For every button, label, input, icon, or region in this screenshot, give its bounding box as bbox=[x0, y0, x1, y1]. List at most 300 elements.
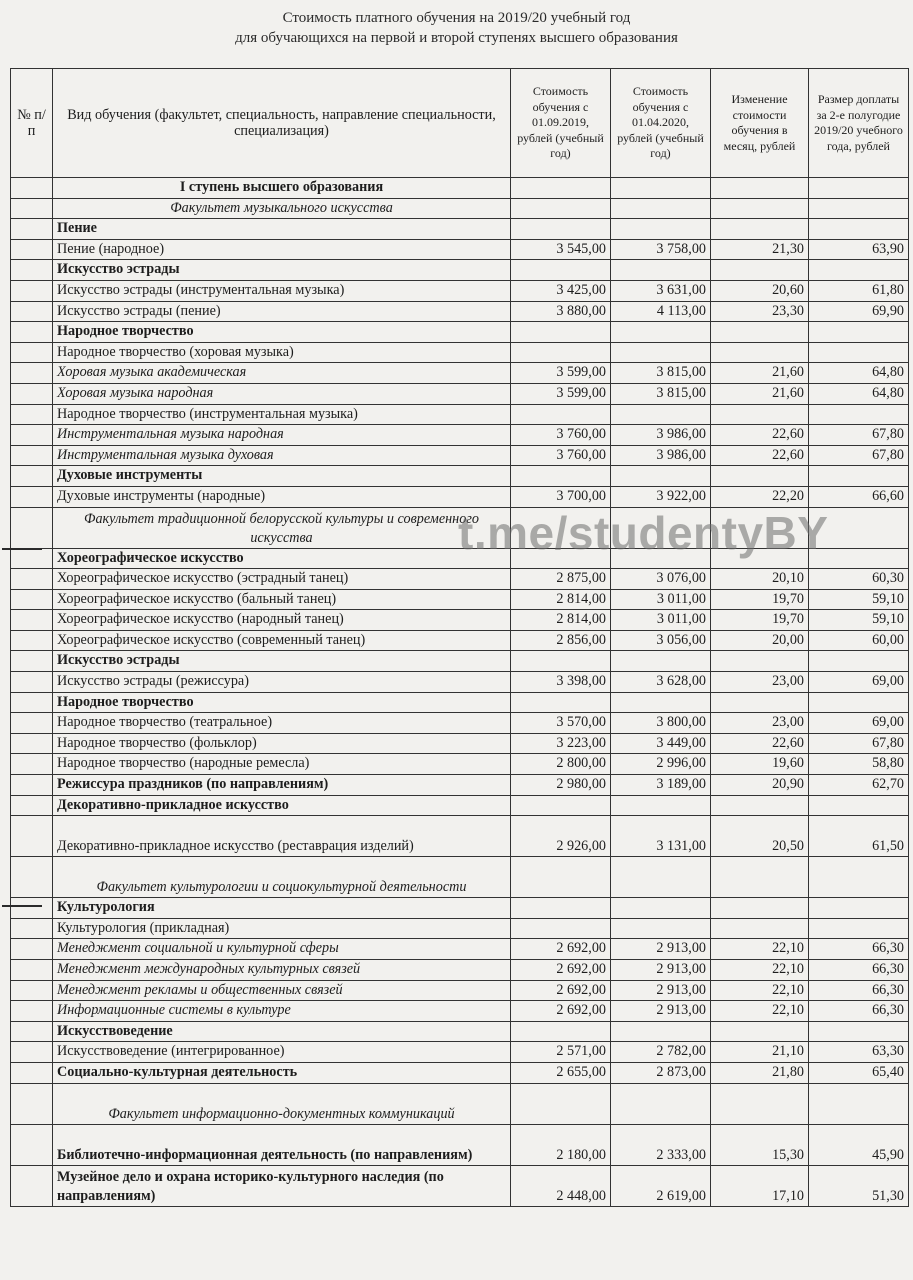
cost-2019-cell bbox=[511, 857, 611, 898]
cost-2020-cell: 2 782,00 bbox=[611, 1042, 711, 1063]
row-number-cell bbox=[11, 219, 53, 240]
row-number-cell bbox=[11, 548, 53, 569]
table-row bbox=[11, 918, 909, 939]
change-cell: 20,90 bbox=[711, 775, 809, 796]
row-number-cell bbox=[11, 918, 53, 939]
pen-mark bbox=[2, 905, 42, 907]
change-cell bbox=[711, 1083, 809, 1124]
row-name-cell: Библиотечно-информационная деятельность (по направлениям) bbox=[53, 1124, 511, 1165]
header-cost-2019: Стоимость обучения с 01.09.2019, рублей (учебный год) bbox=[511, 69, 611, 178]
cost-2019-cell bbox=[511, 1021, 611, 1042]
row-name-cell: Хореографическое искусство (эстрадный танец) bbox=[53, 569, 511, 590]
table-row bbox=[11, 1124, 909, 1165]
cost-2020-cell bbox=[611, 198, 711, 219]
row-number-cell bbox=[11, 939, 53, 960]
table-row bbox=[11, 383, 909, 404]
table-row bbox=[11, 342, 909, 363]
change-cell: 22,60 bbox=[711, 445, 809, 466]
row-number-cell bbox=[11, 1083, 53, 1124]
change-cell bbox=[711, 857, 809, 898]
row-number-cell bbox=[11, 692, 53, 713]
row-name-cell: Искусствоведение (интегрированное) bbox=[53, 1042, 511, 1063]
cost-2020-cell bbox=[611, 466, 711, 487]
cost-2019-cell: 2 875,00 bbox=[511, 569, 611, 590]
surcharge-cell: 69,00 bbox=[809, 672, 909, 693]
row-name-cell: Народное творчество (инструментальная музыка) bbox=[53, 404, 511, 425]
cost-2019-cell bbox=[511, 795, 611, 816]
change-cell: 17,10 bbox=[711, 1165, 809, 1206]
cost-2020-cell: 3 815,00 bbox=[611, 363, 711, 384]
surcharge-cell bbox=[809, 898, 909, 919]
surcharge-cell: 61,50 bbox=[809, 816, 909, 857]
row-number-cell bbox=[11, 342, 53, 363]
row-number-cell bbox=[11, 322, 53, 343]
cost-2019-cell bbox=[511, 466, 611, 487]
cost-2019-cell bbox=[511, 219, 611, 240]
change-cell bbox=[711, 178, 809, 199]
surcharge-cell: 51,30 bbox=[809, 1165, 909, 1206]
row-number-cell bbox=[11, 816, 53, 857]
surcharge-cell: 66,30 bbox=[809, 1001, 909, 1022]
cost-2020-cell: 2 619,00 bbox=[611, 1165, 711, 1206]
table-row bbox=[11, 425, 909, 446]
cost-2019-cell: 3 599,00 bbox=[511, 363, 611, 384]
change-cell bbox=[711, 466, 809, 487]
table-row bbox=[11, 363, 909, 384]
surcharge-cell bbox=[809, 918, 909, 939]
row-name-cell: Культурология bbox=[53, 898, 511, 919]
change-cell: 20,50 bbox=[711, 816, 809, 857]
surcharge-cell: 59,10 bbox=[809, 589, 909, 610]
title-line-1: Стоимость платного обучения на 2019/20 учебный год bbox=[282, 10, 631, 26]
cost-2020-cell bbox=[611, 322, 711, 343]
surcharge-cell: 63,90 bbox=[809, 239, 909, 260]
surcharge-cell bbox=[809, 404, 909, 425]
row-name-cell: Искусство эстрады (режиссура) bbox=[53, 672, 511, 693]
surcharge-cell: 63,30 bbox=[809, 1042, 909, 1063]
change-cell: 23,30 bbox=[711, 301, 809, 322]
cost-2020-cell: 3 011,00 bbox=[611, 589, 711, 610]
table-row bbox=[11, 569, 909, 590]
row-number-cell bbox=[11, 610, 53, 631]
table-row bbox=[11, 1021, 909, 1042]
cost-2020-cell: 3 922,00 bbox=[611, 486, 711, 507]
cost-2019-cell: 3 760,00 bbox=[511, 425, 611, 446]
change-cell bbox=[711, 918, 809, 939]
cost-2020-cell: 3 800,00 bbox=[611, 713, 711, 734]
row-name-cell: Народное творчество (народные ремесла) bbox=[53, 754, 511, 775]
surcharge-cell bbox=[809, 178, 909, 199]
surcharge-cell bbox=[809, 857, 909, 898]
cost-2020-cell bbox=[611, 651, 711, 672]
surcharge-cell: 66,60 bbox=[809, 486, 909, 507]
row-number-cell bbox=[11, 239, 53, 260]
row-name-cell: I ступень высшего образования bbox=[53, 178, 511, 199]
row-number-cell bbox=[11, 363, 53, 384]
table-row bbox=[11, 239, 909, 260]
surcharge-cell bbox=[809, 651, 909, 672]
cost-2019-cell bbox=[511, 1083, 611, 1124]
table-row bbox=[11, 733, 909, 754]
table-row bbox=[11, 672, 909, 693]
change-cell: 22,10 bbox=[711, 939, 809, 960]
row-number-cell bbox=[11, 404, 53, 425]
row-name-cell: Инструментальная музыка народная bbox=[53, 425, 511, 446]
cost-2019-cell: 2 448,00 bbox=[511, 1165, 611, 1206]
change-cell: 23,00 bbox=[711, 713, 809, 734]
table-row bbox=[11, 404, 909, 425]
cost-2020-cell: 3 056,00 bbox=[611, 630, 711, 651]
cost-2019-cell bbox=[511, 198, 611, 219]
row-name-cell: Инструментальная музыка духовая bbox=[53, 445, 511, 466]
cost-2019-cell bbox=[511, 178, 611, 199]
table-row bbox=[11, 980, 909, 1001]
cost-2020-cell: 2 873,00 bbox=[611, 1062, 711, 1083]
row-name-cell: Режиссура праздников (по направлениям) bbox=[53, 775, 511, 796]
cost-2019-cell: 2 655,00 bbox=[511, 1062, 611, 1083]
cost-2020-cell: 3 815,00 bbox=[611, 383, 711, 404]
row-name-cell: Хореографическое искусство (народный танец) bbox=[53, 610, 511, 631]
change-cell: 21,80 bbox=[711, 1062, 809, 1083]
cost-2020-cell bbox=[611, 918, 711, 939]
table-row bbox=[11, 198, 909, 219]
surcharge-cell: 66,30 bbox=[809, 960, 909, 981]
change-cell bbox=[711, 404, 809, 425]
cost-2020-cell bbox=[611, 898, 711, 919]
surcharge-cell: 67,80 bbox=[809, 425, 909, 446]
cost-2020-cell bbox=[611, 857, 711, 898]
table-row bbox=[11, 301, 909, 322]
row-name-cell: Искусство эстрады (пение) bbox=[53, 301, 511, 322]
cost-2019-cell: 3 880,00 bbox=[511, 301, 611, 322]
cost-2020-cell: 3 131,00 bbox=[611, 816, 711, 857]
row-number-cell bbox=[11, 425, 53, 446]
change-cell: 22,20 bbox=[711, 486, 809, 507]
surcharge-cell bbox=[809, 260, 909, 281]
cost-2019-cell: 2 692,00 bbox=[511, 1001, 611, 1022]
row-name-cell: Культурология (прикладная) bbox=[53, 918, 511, 939]
surcharge-cell: 64,80 bbox=[809, 383, 909, 404]
row-number-cell bbox=[11, 651, 53, 672]
cost-2020-cell bbox=[611, 219, 711, 240]
cost-2019-cell: 2 814,00 bbox=[511, 610, 611, 631]
cost-2020-cell: 3 449,00 bbox=[611, 733, 711, 754]
row-name-cell: Духовые инструменты (народные) bbox=[53, 486, 511, 507]
cost-2020-cell bbox=[611, 795, 711, 816]
row-name-cell: Хоровая музыка народная bbox=[53, 383, 511, 404]
change-cell: 21,60 bbox=[711, 363, 809, 384]
header-number: № п/п bbox=[11, 69, 53, 178]
row-number-cell bbox=[11, 1124, 53, 1165]
cost-2019-cell: 2 856,00 bbox=[511, 630, 611, 651]
row-number-cell bbox=[11, 383, 53, 404]
change-cell bbox=[711, 219, 809, 240]
row-number-cell bbox=[11, 898, 53, 919]
row-name-cell: Пение bbox=[53, 219, 511, 240]
cost-2019-cell: 3 570,00 bbox=[511, 713, 611, 734]
change-cell bbox=[711, 651, 809, 672]
row-name-cell: Искусство эстрады (инструментальная музыка) bbox=[53, 280, 511, 301]
table-row bbox=[11, 960, 909, 981]
table-row bbox=[11, 857, 909, 898]
row-number-cell bbox=[11, 569, 53, 590]
row-number-cell bbox=[11, 486, 53, 507]
table-row bbox=[11, 1042, 909, 1063]
cost-2020-cell: 3 758,00 bbox=[611, 239, 711, 260]
table-row bbox=[11, 692, 909, 713]
row-name-cell: Менеджмент рекламы и общественных связей bbox=[53, 980, 511, 1001]
surcharge-cell bbox=[809, 1083, 909, 1124]
surcharge-cell: 69,90 bbox=[809, 301, 909, 322]
cost-2019-cell: 2 926,00 bbox=[511, 816, 611, 857]
row-name-cell: Хореографическое искусство (современный танец) bbox=[53, 630, 511, 651]
row-number-cell bbox=[11, 672, 53, 693]
row-name-cell: Народное творчество bbox=[53, 692, 511, 713]
row-name-cell: Музейное дело и охрана историко-культурного наследия (по направлениям) bbox=[53, 1165, 511, 1206]
table-header-row bbox=[11, 69, 909, 178]
cost-2019-cell: 3 700,00 bbox=[511, 486, 611, 507]
row-number-cell bbox=[11, 1001, 53, 1022]
cost-2020-cell: 2 913,00 bbox=[611, 960, 711, 981]
row-name-cell: Факультет музыкального искусства bbox=[53, 198, 511, 219]
table-row bbox=[11, 486, 909, 507]
surcharge-cell: 62,70 bbox=[809, 775, 909, 796]
change-cell bbox=[711, 260, 809, 281]
change-cell: 22,10 bbox=[711, 1001, 809, 1022]
cost-2019-cell: 3 425,00 bbox=[511, 280, 611, 301]
row-name-cell: Искусство эстрады bbox=[53, 260, 511, 281]
row-name-cell: Пение (народное) bbox=[53, 239, 511, 260]
title-line-2: для обучающихся на первой и второй ступенях высшего образования bbox=[235, 30, 678, 46]
table-row bbox=[11, 445, 909, 466]
cost-2019-cell: 2 692,00 bbox=[511, 939, 611, 960]
cost-2019-cell bbox=[511, 260, 611, 281]
cost-2020-cell bbox=[611, 260, 711, 281]
header-change: Изменение стоимости обучения в месяц, рублей bbox=[711, 69, 809, 178]
change-cell: 21,10 bbox=[711, 1042, 809, 1063]
row-number-cell bbox=[11, 280, 53, 301]
change-cell: 15,30 bbox=[711, 1124, 809, 1165]
change-cell: 22,10 bbox=[711, 960, 809, 981]
cost-2020-cell: 3 631,00 bbox=[611, 280, 711, 301]
row-number-cell bbox=[11, 445, 53, 466]
cost-2019-cell bbox=[511, 651, 611, 672]
row-name-cell: Менеджмент международных культурных связей bbox=[53, 960, 511, 981]
cost-2020-cell: 2 996,00 bbox=[611, 754, 711, 775]
table-row bbox=[11, 589, 909, 610]
cost-2019-cell bbox=[511, 898, 611, 919]
table-row bbox=[11, 713, 909, 734]
surcharge-cell: 59,10 bbox=[809, 610, 909, 631]
cost-2020-cell: 4 113,00 bbox=[611, 301, 711, 322]
surcharge-cell: 66,30 bbox=[809, 939, 909, 960]
row-number-cell bbox=[11, 466, 53, 487]
surcharge-cell bbox=[809, 219, 909, 240]
row-name-cell: Искусствоведение bbox=[53, 1021, 511, 1042]
change-cell: 22,10 bbox=[711, 980, 809, 1001]
cost-2020-cell bbox=[611, 1083, 711, 1124]
document-title bbox=[0, 8, 913, 48]
row-number-cell bbox=[11, 980, 53, 1001]
table-row bbox=[11, 816, 909, 857]
tuition-fee-table bbox=[10, 68, 909, 1207]
table-row bbox=[11, 219, 909, 240]
change-cell bbox=[711, 322, 809, 343]
row-number-cell bbox=[11, 733, 53, 754]
header-kind: Вид обучения (факультет, специальность, направление специальности, специализация) bbox=[53, 69, 511, 178]
cost-2020-cell: 2 913,00 bbox=[611, 1001, 711, 1022]
surcharge-cell bbox=[809, 692, 909, 713]
row-name-cell: Факультет информационно-документных коммуникаций bbox=[53, 1083, 511, 1124]
change-cell bbox=[711, 795, 809, 816]
table-row bbox=[11, 939, 909, 960]
cost-2020-cell bbox=[611, 692, 711, 713]
table-row bbox=[11, 178, 909, 199]
row-name-cell: Народное творчество (хоровая музыка) bbox=[53, 342, 511, 363]
row-name-cell: Факультет традиционной белорусской культуры и современного искусства bbox=[53, 507, 511, 548]
row-number-cell bbox=[11, 301, 53, 322]
table-row bbox=[11, 1165, 909, 1206]
surcharge-cell: 69,00 bbox=[809, 713, 909, 734]
cost-2020-cell bbox=[611, 178, 711, 199]
surcharge-cell bbox=[809, 466, 909, 487]
change-cell: 19,70 bbox=[711, 589, 809, 610]
table-row bbox=[11, 610, 909, 631]
change-cell: 19,60 bbox=[711, 754, 809, 775]
row-name-cell: Декоративно-прикладное искусство (реставрация изделий) bbox=[53, 816, 511, 857]
table-row bbox=[11, 322, 909, 343]
table-row bbox=[11, 1001, 909, 1022]
row-name-cell: Менеджмент социальной и культурной сферы bbox=[53, 939, 511, 960]
row-name-cell: Социально-культурная деятельность bbox=[53, 1062, 511, 1083]
surcharge-cell bbox=[809, 198, 909, 219]
change-cell: 22,60 bbox=[711, 733, 809, 754]
row-number-cell bbox=[11, 857, 53, 898]
change-cell: 21,30 bbox=[711, 239, 809, 260]
cost-2020-cell: 3 628,00 bbox=[611, 672, 711, 693]
change-cell: 19,70 bbox=[711, 610, 809, 631]
change-cell: 21,60 bbox=[711, 383, 809, 404]
cost-2020-cell: 2 913,00 bbox=[611, 980, 711, 1001]
row-name-cell: Факультет культурологии и социокультурной деятельности bbox=[53, 857, 511, 898]
cost-2019-cell: 2 180,00 bbox=[511, 1124, 611, 1165]
header-surcharge: Размер доплаты за 2-е полугодие 2019/20 учебного года, рублей bbox=[809, 69, 909, 178]
table-row bbox=[11, 651, 909, 672]
row-name-cell: Декоративно-прикладное искусство bbox=[53, 795, 511, 816]
row-number-cell bbox=[11, 198, 53, 219]
row-number-cell bbox=[11, 1062, 53, 1083]
table-row bbox=[11, 1062, 909, 1083]
header-cost-2020: Стоимость обучения с 01.04.2020, рублей (учебный год) bbox=[611, 69, 711, 178]
cost-2019-cell: 3 599,00 bbox=[511, 383, 611, 404]
surcharge-cell: 64,80 bbox=[809, 363, 909, 384]
surcharge-cell bbox=[809, 342, 909, 363]
row-name-cell: Народное творчество bbox=[53, 322, 511, 343]
surcharge-cell: 67,80 bbox=[809, 445, 909, 466]
cost-2020-cell bbox=[611, 1021, 711, 1042]
cost-2019-cell: 3 398,00 bbox=[511, 672, 611, 693]
cost-2019-cell: 2 571,00 bbox=[511, 1042, 611, 1063]
cost-2020-cell: 2 913,00 bbox=[611, 939, 711, 960]
cost-2020-cell bbox=[611, 404, 711, 425]
cost-2020-cell: 3 986,00 bbox=[611, 425, 711, 446]
change-cell bbox=[711, 692, 809, 713]
row-name-cell: Искусство эстрады bbox=[53, 651, 511, 672]
cost-2019-cell bbox=[511, 342, 611, 363]
row-number-cell bbox=[11, 754, 53, 775]
surcharge-cell: 58,80 bbox=[809, 754, 909, 775]
row-name-cell: Духовые инструменты bbox=[53, 466, 511, 487]
surcharge-cell: 66,30 bbox=[809, 980, 909, 1001]
cost-2019-cell: 2 692,00 bbox=[511, 980, 611, 1001]
surcharge-cell bbox=[809, 322, 909, 343]
surcharge-cell bbox=[809, 795, 909, 816]
row-number-cell bbox=[11, 260, 53, 281]
cost-2019-cell: 2 980,00 bbox=[511, 775, 611, 796]
pen-mark bbox=[2, 548, 42, 550]
cost-2019-cell: 3 545,00 bbox=[511, 239, 611, 260]
change-cell: 20,60 bbox=[711, 280, 809, 301]
change-cell: 20,10 bbox=[711, 569, 809, 590]
table-row bbox=[11, 775, 909, 796]
change-cell bbox=[711, 342, 809, 363]
row-name-cell: Народное творчество (фольклор) bbox=[53, 733, 511, 754]
row-number-cell bbox=[11, 960, 53, 981]
row-number-cell bbox=[11, 795, 53, 816]
surcharge-cell bbox=[809, 1021, 909, 1042]
cost-2020-cell bbox=[611, 342, 711, 363]
row-number-cell bbox=[11, 507, 53, 548]
row-number-cell bbox=[11, 630, 53, 651]
row-number-cell bbox=[11, 178, 53, 199]
cost-2019-cell: 2 814,00 bbox=[511, 589, 611, 610]
surcharge-cell: 61,80 bbox=[809, 280, 909, 301]
cost-2020-cell: 3 011,00 bbox=[611, 610, 711, 631]
cost-2019-cell: 3 223,00 bbox=[511, 733, 611, 754]
cost-2019-cell: 2 800,00 bbox=[511, 754, 611, 775]
row-number-cell bbox=[11, 713, 53, 734]
row-name-cell: Хореографическое искусство bbox=[53, 548, 511, 569]
row-number-cell bbox=[11, 1165, 53, 1206]
row-number-cell bbox=[11, 1021, 53, 1042]
row-number-cell bbox=[11, 1042, 53, 1063]
surcharge-cell: 60,00 bbox=[809, 630, 909, 651]
cost-2019-cell bbox=[511, 918, 611, 939]
row-name-cell: Информационные системы в культуре bbox=[53, 1001, 511, 1022]
cost-2020-cell: 3 189,00 bbox=[611, 775, 711, 796]
change-cell: 23,00 bbox=[711, 672, 809, 693]
cost-2019-cell bbox=[511, 404, 611, 425]
cost-2020-cell: 3 076,00 bbox=[611, 569, 711, 590]
cost-2019-cell: 2 692,00 bbox=[511, 960, 611, 981]
surcharge-cell: 65,40 bbox=[809, 1062, 909, 1083]
row-number-cell bbox=[11, 775, 53, 796]
surcharge-cell: 67,80 bbox=[809, 733, 909, 754]
row-name-cell: Хореографическое искусство (бальный танец) bbox=[53, 589, 511, 610]
table-row bbox=[11, 630, 909, 651]
table-row bbox=[11, 466, 909, 487]
row-name-cell: Народное творчество (театральное) bbox=[53, 713, 511, 734]
change-cell bbox=[711, 1021, 809, 1042]
cost-2020-cell: 2 333,00 bbox=[611, 1124, 711, 1165]
table-row bbox=[11, 795, 909, 816]
cost-2019-cell: 3 760,00 bbox=[511, 445, 611, 466]
table-row bbox=[11, 260, 909, 281]
surcharge-cell: 45,90 bbox=[809, 1124, 909, 1165]
table-row bbox=[11, 1083, 909, 1124]
table-body bbox=[11, 178, 909, 1207]
row-name-cell: Хоровая музыка академическая bbox=[53, 363, 511, 384]
